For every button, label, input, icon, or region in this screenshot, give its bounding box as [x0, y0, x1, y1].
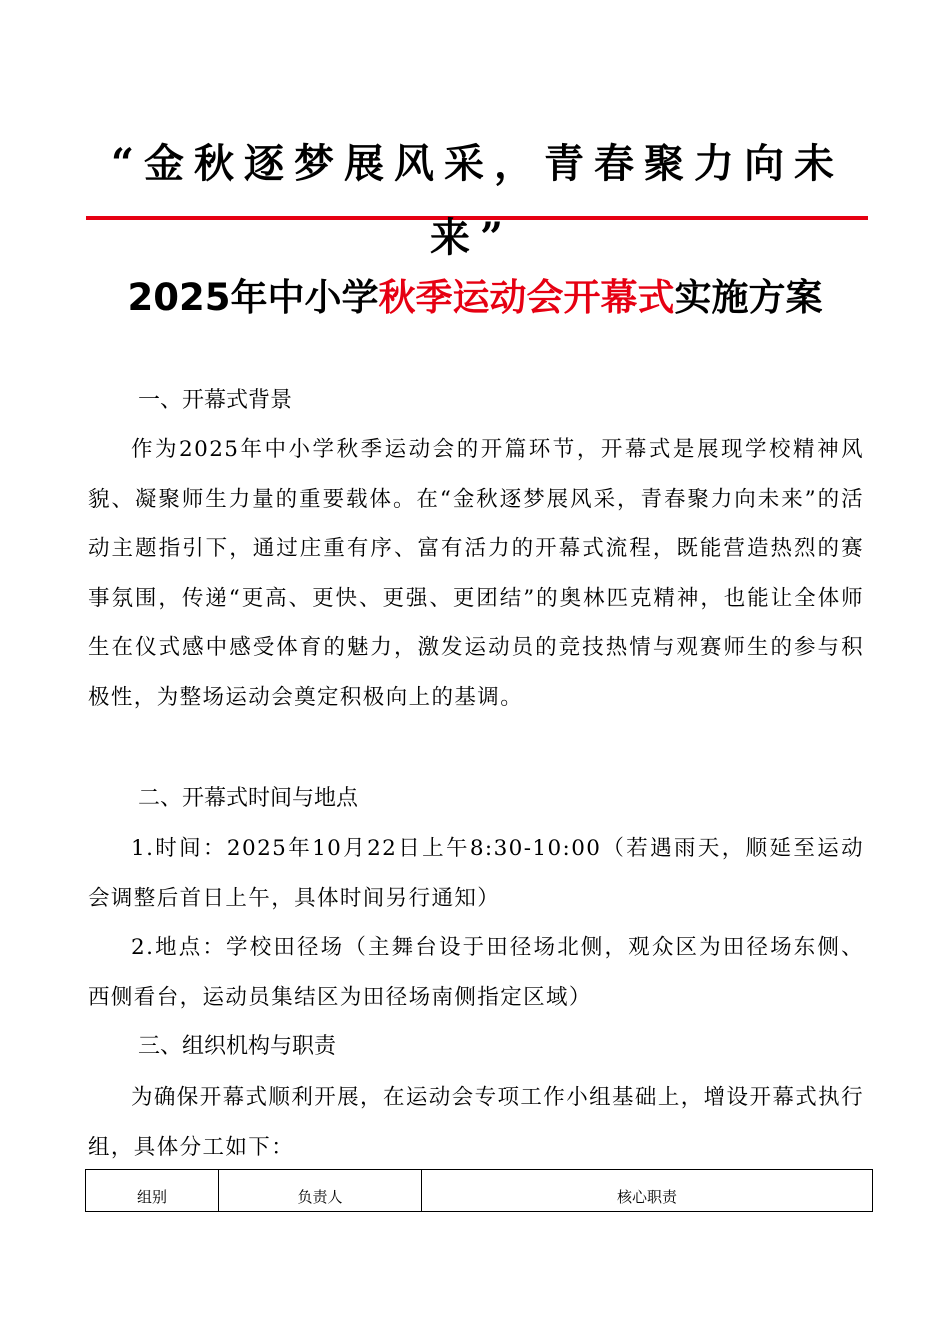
section-heading-background: 一、开幕式背景	[138, 388, 293, 413]
section-heading-organization: 三、组织机构与职责	[138, 1034, 337, 1059]
section-heading-time-location: 二、开幕式时间与地点	[138, 786, 359, 811]
table-header-row	[86, 1170, 873, 1212]
background-paragraph: 作为2025年中小学秋季运动会的开篇环节，开幕式是展现学校精神风貌、凝聚师生力量的重要载体。在“金秋逐梦展风采，青春聚力向未来”的活动主题指引下，通过庄重有序、富有活力的开幕式流程，既能营造热烈的赛事氛围，传递“更高、更快、更强、更团结”的奥林匹克精神，也能让全体师生在仪式感中感受体育的魅力，激发运动员的竞技热情与观赛师生的参与积极性，为整场运动会奠定积极向上的基调。	[88, 437, 864, 710]
table-header-duties: 核心职责	[422, 1170, 873, 1212]
table-header-owner: 负责人	[219, 1170, 422, 1212]
theme-title-line2: 来”	[430, 214, 514, 261]
main-title-ceremony-part: 开幕式	[563, 276, 675, 319]
organization-paragraph: 为确保开幕式顺利开展，在运动会专项工作小组基础上，增设开幕式执行组，具体分工如下：	[88, 1085, 864, 1160]
document-main-title	[60, 268, 890, 328]
table-header-group: 组别	[86, 1170, 219, 1212]
main-title-year-part: 2025年中小学	[127, 276, 379, 319]
location-paragraph: 2.地点：学校田径场（主舞台设于田径场北侧，观众区为田径场东侧、西侧看台，运动员集结区为田径场南侧指定区域）	[88, 935, 864, 1010]
theme-title-line1: “金秋逐梦展风采，青春聚力向未	[110, 140, 844, 187]
main-title-event-part: 秋季运动会	[378, 276, 564, 319]
responsibility-table	[85, 1169, 873, 1212]
main-title-plan-part: 实施方案	[674, 276, 823, 319]
time-paragraph: 1.时间：2025年10月22日上午8:30-10:00（若遇雨天，顺延至运动会调整后首日上午，具体时间另行通知）	[88, 836, 864, 911]
